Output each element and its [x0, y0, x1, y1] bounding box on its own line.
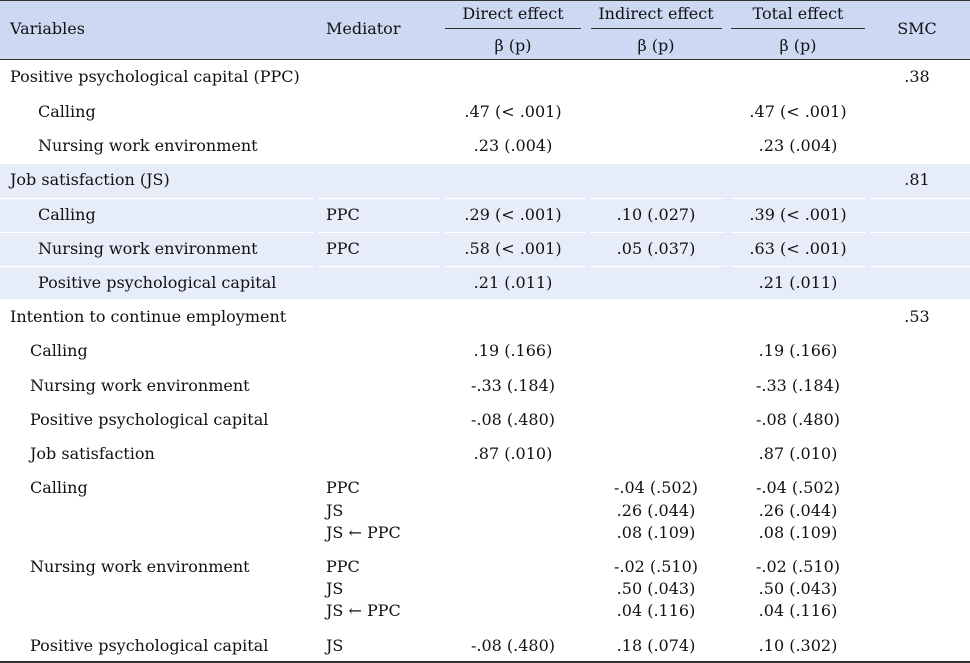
header-mediator: Mediator — [326, 19, 401, 38]
smc-cell: .38 — [904, 67, 930, 86]
variable-label: Calling — [38, 205, 96, 224]
direct-cell: .21 (.011) — [473, 273, 553, 292]
variable-label: Job satisfaction — [30, 444, 155, 463]
mediator-cell: JS ← PPC — [326, 601, 401, 620]
total-cell: -.33 (.184) — [755, 376, 841, 395]
header-total-effect: Total effect — [752, 4, 844, 23]
direct-cell: -.08 (.480) — [470, 410, 556, 429]
variable-label: Nursing work environment — [38, 136, 258, 155]
total-effect-underline — [731, 28, 865, 29]
mediator-cell: JS ← PPC — [326, 523, 401, 542]
variable-label: Calling — [38, 102, 96, 121]
total-cell: -.02 (.510) — [755, 557, 841, 576]
indirect-cell: .04 (.116) — [616, 601, 696, 620]
direct-cell: .23 (.004) — [473, 136, 553, 155]
mediator-cell: PPC — [326, 239, 360, 258]
variable-label: Nursing work environment — [30, 376, 250, 395]
direct-cell: -.08 (.480) — [470, 636, 556, 655]
total-cell: -.08 (.480) — [755, 410, 841, 429]
total-cell: .47 (< .001) — [749, 102, 847, 121]
header-variables: Variables — [10, 19, 85, 38]
row-separator — [731, 232, 865, 233]
indirect-effect-underline — [591, 28, 722, 29]
total-cell: .19 (.166) — [758, 341, 838, 360]
mediator-cell: PPC — [326, 557, 360, 576]
mediator-cell: JS — [326, 579, 344, 598]
direct-cell: -.33 (.184) — [470, 376, 556, 395]
row-separator — [445, 232, 586, 233]
mediator-cell: JS — [326, 636, 344, 655]
direct-cell: .47 (< .001) — [464, 102, 562, 121]
variable-label: Nursing work environment — [38, 239, 258, 258]
section-heading: Positive psychological capital (PPC) — [10, 67, 300, 86]
direct-cell: .29 (< .001) — [464, 205, 562, 224]
row-separator — [591, 266, 726, 267]
indirect-cell: .26 (.044) — [616, 501, 696, 520]
direct-effect-underline — [445, 28, 581, 29]
section-heading: Intention to continue employment — [10, 307, 287, 326]
row-separator — [0, 198, 313, 199]
indirect-cell: -.02 (.510) — [613, 557, 699, 576]
variable-label: Calling — [30, 478, 88, 497]
indirect-cell: -.04 (.502) — [613, 478, 699, 497]
total-cell: .63 (< .001) — [749, 239, 847, 258]
total-cell: .10 (.302) — [758, 636, 838, 655]
header-total-beta-p: β (p) — [779, 36, 817, 55]
direct-cell: .87 (.010) — [473, 444, 553, 463]
indirect-cell: .10 (.027) — [616, 205, 696, 224]
header-direct-beta-p: β (p) — [494, 36, 532, 55]
row-separator — [318, 232, 440, 233]
smc-cell: .81 — [904, 170, 930, 189]
header-indirect-effect: Indirect effect — [598, 4, 714, 23]
variable-label: Positive psychological capital — [38, 273, 277, 292]
variable-label: Nursing work environment — [30, 557, 250, 576]
indirect-cell: .18 (.074) — [616, 636, 696, 655]
indirect-cell: .05 (.037) — [616, 239, 696, 258]
row-separator — [0, 266, 313, 267]
total-cell: .26 (.044) — [758, 501, 838, 520]
row-separator — [870, 198, 970, 199]
row-separator — [318, 198, 440, 199]
total-cell: .87 (.010) — [758, 444, 838, 463]
total-cell: .23 (.004) — [758, 136, 838, 155]
mediator-cell: PPC — [326, 478, 360, 497]
header-indirect-beta-p: β (p) — [637, 36, 675, 55]
header-direct-effect: Direct effect — [462, 4, 564, 23]
section-heading: Job satisfaction (JS) — [10, 170, 170, 189]
total-cell: -.04 (.502) — [755, 478, 841, 497]
total-cell: .39 (< .001) — [749, 205, 847, 224]
row-separator — [731, 266, 865, 267]
row-separator — [591, 232, 726, 233]
indirect-cell: .08 (.109) — [616, 523, 696, 542]
row-separator — [870, 232, 970, 233]
mediator-cell: JS — [326, 501, 344, 520]
direct-cell: .58 (< .001) — [464, 239, 562, 258]
indirect-cell: .50 (.043) — [616, 579, 696, 598]
variable-label: Positive psychological capital — [30, 636, 269, 655]
variable-label: Positive psychological capital — [30, 410, 269, 429]
total-cell: .04 (.116) — [758, 601, 838, 620]
direct-cell: .19 (.166) — [473, 341, 553, 360]
total-cell: .21 (.011) — [758, 273, 838, 292]
smc-cell: .53 — [904, 307, 930, 326]
variable-label: Calling — [30, 341, 88, 360]
row-separator — [870, 266, 970, 267]
row-separator — [591, 198, 726, 199]
row-separator — [445, 266, 586, 267]
row-separator — [318, 266, 440, 267]
header-smc: SMC — [897, 19, 937, 38]
total-cell: .50 (.043) — [758, 579, 838, 598]
row-separator — [0, 232, 313, 233]
total-cell: .08 (.109) — [758, 523, 838, 542]
mediator-cell: PPC — [326, 205, 360, 224]
row-separator — [731, 198, 865, 199]
row-separator — [445, 198, 586, 199]
